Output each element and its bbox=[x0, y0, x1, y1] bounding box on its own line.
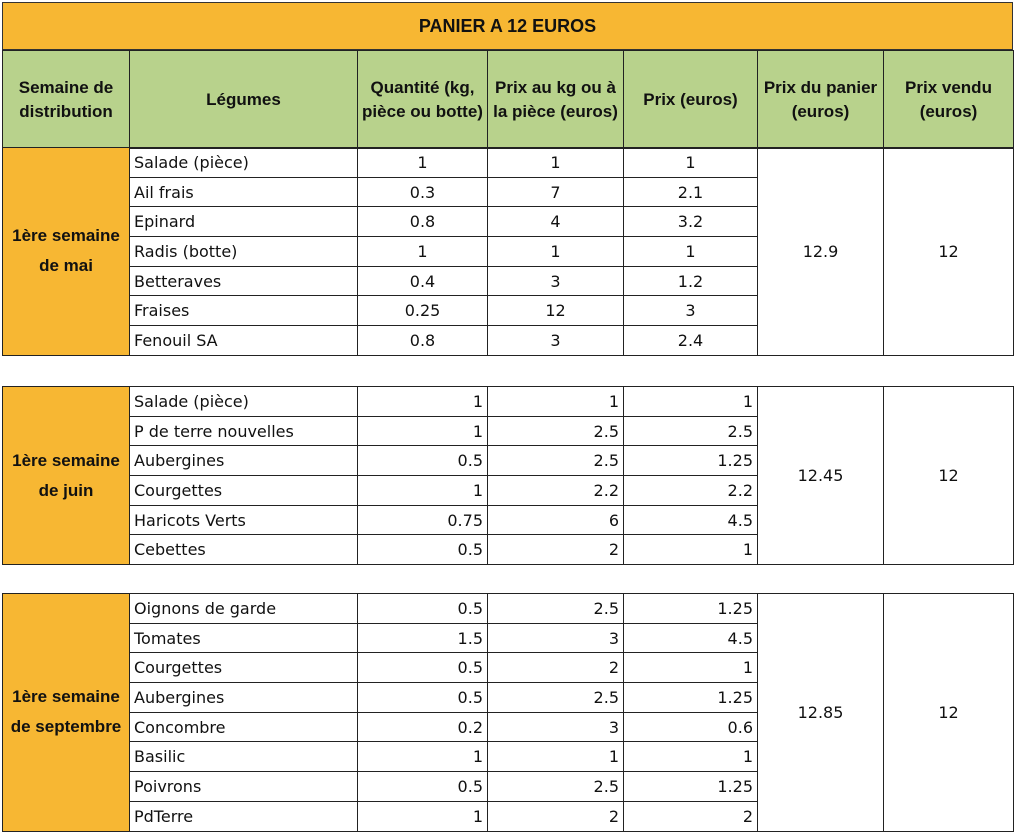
vegetable-name: Ail frais bbox=[130, 177, 358, 207]
quantity-cell: 1 bbox=[358, 148, 488, 178]
price-cell: 2.2 bbox=[624, 476, 758, 506]
vegetable-name: Oignons de garde bbox=[130, 594, 358, 624]
quantity-cell: 1 bbox=[358, 237, 488, 267]
unit-price-cell: 1 bbox=[488, 237, 624, 267]
price-cell: 1.25 bbox=[624, 683, 758, 713]
unit-price-cell: 2.2 bbox=[488, 476, 624, 506]
vegetable-name: Concombre bbox=[130, 712, 358, 742]
header-sold-price: Prix vendu (euros) bbox=[884, 51, 1014, 149]
vegetable-name: Salade (pièce) bbox=[130, 148, 358, 178]
vegetable-name: Basilic bbox=[130, 742, 358, 772]
unit-price-cell: 3 bbox=[488, 266, 624, 296]
unit-price-cell: 4 bbox=[488, 207, 624, 237]
vegetable-name: PdTerre bbox=[130, 801, 358, 831]
price-cell: 1 bbox=[624, 148, 758, 178]
sold-price-cell: 12 bbox=[884, 387, 1014, 565]
unit-price-cell: 1 bbox=[488, 742, 624, 772]
vegetable-name: P de terre nouvelles bbox=[130, 416, 358, 446]
price-cell: 1 bbox=[624, 387, 758, 417]
price-cell: 1 bbox=[624, 237, 758, 267]
quantity-cell: 0.3 bbox=[358, 177, 488, 207]
unit-price-cell: 3 bbox=[488, 326, 624, 356]
vegetable-name: Courgettes bbox=[130, 653, 358, 683]
week-block-juin bbox=[2, 386, 1014, 565]
sold-price-cell: 12 bbox=[884, 594, 1014, 832]
price-cell: 1.25 bbox=[624, 772, 758, 802]
price-cell: 1 bbox=[624, 653, 758, 683]
unit-price-cell: 1 bbox=[488, 148, 624, 178]
unit-price-cell: 1 bbox=[488, 387, 624, 417]
vegetable-name: Cebettes bbox=[130, 535, 358, 565]
vegetable-name: Courgettes bbox=[130, 476, 358, 506]
quantity-cell: 0.5 bbox=[358, 446, 488, 476]
price-cell: 1 bbox=[624, 742, 758, 772]
price-cell: 2.1 bbox=[624, 177, 758, 207]
unit-price-cell: 2.5 bbox=[488, 772, 624, 802]
unit-price-cell: 2.5 bbox=[488, 683, 624, 713]
unit-price-cell: 2.5 bbox=[488, 446, 624, 476]
vegetable-name: Poivrons bbox=[130, 772, 358, 802]
quantity-cell: 0.5 bbox=[358, 653, 488, 683]
vegetable-name: Tomates bbox=[130, 623, 358, 653]
header-week: Semaine de distribution bbox=[3, 51, 130, 149]
price-cell: 1.2 bbox=[624, 266, 758, 296]
quantity-cell: 1 bbox=[358, 476, 488, 506]
price-cell: 2.5 bbox=[624, 416, 758, 446]
header-unit-price: Prix au kg ou à la pièce (euros) bbox=[488, 51, 624, 149]
table-title: PANIER A 12 EUROS bbox=[2, 2, 1013, 50]
quantity-cell: 0.5 bbox=[358, 683, 488, 713]
header-price: Prix (euros) bbox=[624, 51, 758, 149]
header-vegetables: Légumes bbox=[130, 51, 358, 149]
unit-price-cell: 2 bbox=[488, 535, 624, 565]
vegetable-name: Aubergines bbox=[130, 446, 358, 476]
unit-price-cell: 6 bbox=[488, 505, 624, 535]
sold-price-cell: 12 bbox=[884, 148, 1014, 356]
basket-price-cell: 12.45 bbox=[758, 387, 884, 565]
unit-price-cell: 2 bbox=[488, 801, 624, 831]
week-block-mai bbox=[2, 147, 1014, 356]
vegetable-name: Fenouil SA bbox=[130, 326, 358, 356]
price-cell: 3 bbox=[624, 296, 758, 326]
quantity-cell: 0.75 bbox=[358, 505, 488, 535]
price-cell: 4.5 bbox=[624, 623, 758, 653]
table-row bbox=[3, 387, 1014, 417]
vegetable-name: Epinard bbox=[130, 207, 358, 237]
quantity-cell: 0.5 bbox=[358, 535, 488, 565]
price-cell: 0.6 bbox=[624, 712, 758, 742]
quantity-cell: 1 bbox=[358, 801, 488, 831]
week-label: 1ère semaine de juin bbox=[3, 387, 130, 565]
week-label: 1ère semaine de septembre bbox=[3, 594, 130, 832]
price-cell: 4.5 bbox=[624, 505, 758, 535]
quantity-cell: 0.8 bbox=[358, 207, 488, 237]
price-cell: 3.2 bbox=[624, 207, 758, 237]
unit-price-cell: 3 bbox=[488, 712, 624, 742]
vegetable-name: Fraises bbox=[130, 296, 358, 326]
table-row bbox=[3, 148, 1014, 178]
price-cell: 1.25 bbox=[624, 446, 758, 476]
quantity-cell: 0.25 bbox=[358, 296, 488, 326]
quantity-cell: 0.5 bbox=[358, 772, 488, 802]
unit-price-cell: 7 bbox=[488, 177, 624, 207]
vegetable-name: Haricots Verts bbox=[130, 505, 358, 535]
quantity-cell: 1 bbox=[358, 387, 488, 417]
header-basket-price: Prix du panier (euros) bbox=[758, 51, 884, 149]
unit-price-cell: 2.5 bbox=[488, 416, 624, 446]
header-table bbox=[2, 50, 1014, 149]
unit-price-cell: 2 bbox=[488, 653, 624, 683]
quantity-cell: 1 bbox=[358, 416, 488, 446]
quantity-cell: 0.2 bbox=[358, 712, 488, 742]
vegetable-name: Aubergines bbox=[130, 683, 358, 713]
vegetable-name: Salade (pièce) bbox=[130, 387, 358, 417]
price-cell: 2 bbox=[624, 801, 758, 831]
header-quantity: Quantité (kg, pièce ou botte) bbox=[358, 51, 488, 149]
quantity-cell: 1.5 bbox=[358, 623, 488, 653]
unit-price-cell: 12 bbox=[488, 296, 624, 326]
week-label: 1ère semaine de mai bbox=[3, 148, 130, 356]
unit-price-cell: 2.5 bbox=[488, 594, 624, 624]
basket-price-cell: 12.9 bbox=[758, 148, 884, 356]
quantity-cell: 0.8 bbox=[358, 326, 488, 356]
price-cell: 1.25 bbox=[624, 594, 758, 624]
basket-price-cell: 12.85 bbox=[758, 594, 884, 832]
quantity-cell: 0.4 bbox=[358, 266, 488, 296]
week-block-septembre bbox=[2, 593, 1014, 832]
quantity-cell: 0.5 bbox=[358, 594, 488, 624]
quantity-cell: 1 bbox=[358, 742, 488, 772]
unit-price-cell: 3 bbox=[488, 623, 624, 653]
vegetable-name: Radis (botte) bbox=[130, 237, 358, 267]
price-cell: 1 bbox=[624, 535, 758, 565]
price-cell: 2.4 bbox=[624, 326, 758, 356]
table-row bbox=[3, 594, 1014, 624]
vegetable-name: Betteraves bbox=[130, 266, 358, 296]
